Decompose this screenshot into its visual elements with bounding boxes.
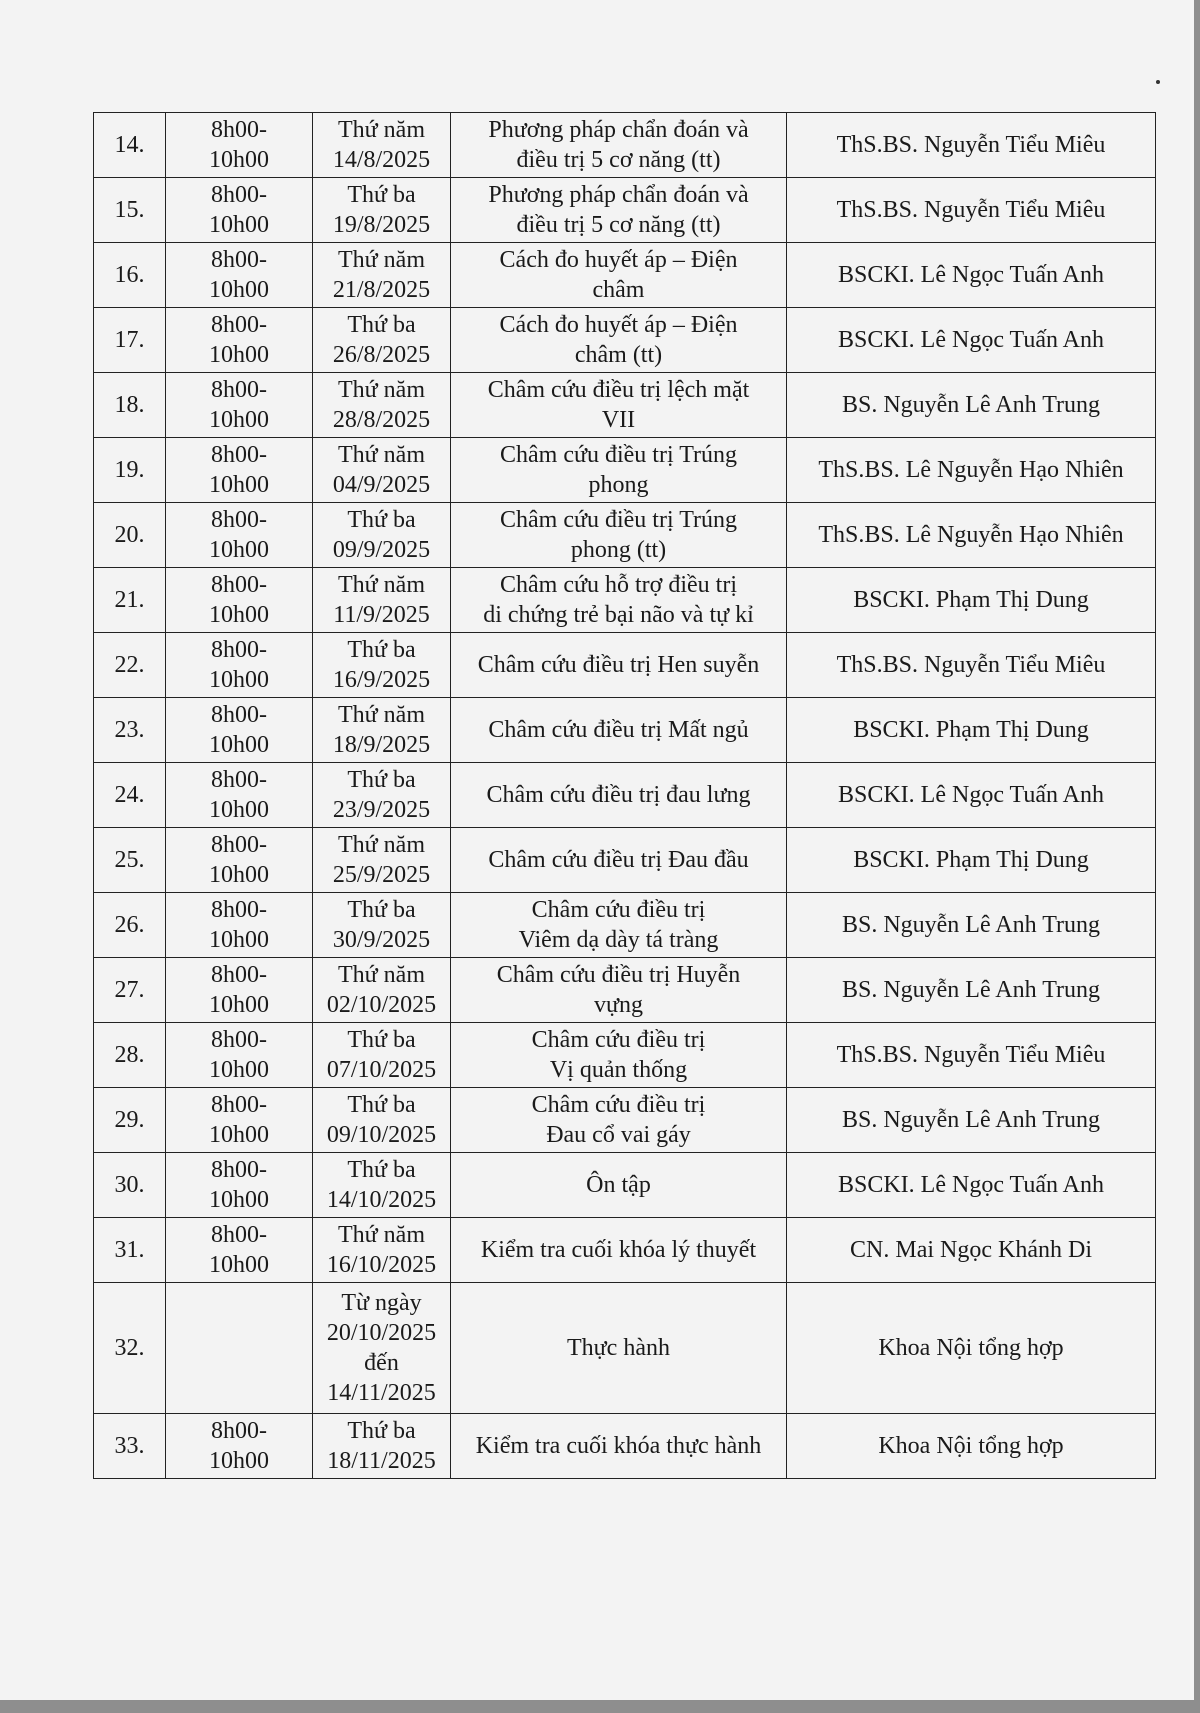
table-row xyxy=(94,113,1156,178)
time-cell xyxy=(166,568,313,633)
table-row xyxy=(94,828,1156,893)
lecturer-cell: BSCKI. Phạm Thị Dung xyxy=(787,828,1156,893)
date-cell-line: 14/11/2025 xyxy=(327,1380,436,1406)
date-cell-line: Thứ năm xyxy=(338,702,425,728)
date-cell-line: 16/9/2025 xyxy=(332,667,431,693)
topic-cell-line: phong xyxy=(588,472,649,498)
table-row xyxy=(94,1283,1156,1414)
date-cell-line: Thứ ba xyxy=(347,1157,416,1183)
time-cell-line: 8h00- xyxy=(211,312,267,338)
lecturer-cell: BSCKI. Lê Ngọc Tuấn Anh xyxy=(787,308,1156,373)
topic-cell-line: Ôn tập xyxy=(586,1172,651,1198)
table-row xyxy=(94,1414,1156,1479)
lecturer-cell: Khoa Nội tổng hợp xyxy=(787,1283,1156,1414)
time-cell-line: 10h00 xyxy=(209,1187,269,1213)
date-cell xyxy=(313,763,451,828)
topic-cell xyxy=(451,178,787,243)
topic-cell-line: điều trị 5 cơ năng (tt) xyxy=(516,212,721,238)
topic-cell-line: Châm cứu điều trị lệch mặt xyxy=(487,377,750,403)
time-cell-line: 8h00- xyxy=(211,507,267,533)
row-number: 18. xyxy=(94,373,166,438)
table-row xyxy=(94,438,1156,503)
date-cell xyxy=(313,373,451,438)
topic-cell-line: vựng xyxy=(593,992,643,1018)
table-row xyxy=(94,308,1156,373)
date-cell-line: 02/10/2025 xyxy=(326,992,437,1018)
table-row xyxy=(94,1153,1156,1218)
topic-cell-line: Viêm dạ dày tá tràng xyxy=(518,927,719,953)
time-cell xyxy=(166,828,313,893)
time-cell-line: 8h00- xyxy=(211,377,267,403)
time-cell xyxy=(166,958,313,1023)
time-cell-line: 8h00- xyxy=(211,637,267,663)
date-cell xyxy=(313,828,451,893)
topic-cell xyxy=(451,1088,787,1153)
topic-cell-line: Châm cứu điều trị xyxy=(531,897,706,923)
lecturer-cell: BSCKI. Lê Ngọc Tuấn Anh xyxy=(787,1153,1156,1218)
time-cell-line: 10h00 xyxy=(209,212,269,238)
scan-dot xyxy=(1156,80,1160,84)
date-cell-line: 20/10/2025 xyxy=(326,1320,437,1346)
topic-cell xyxy=(451,958,787,1023)
time-cell-line: 8h00- xyxy=(211,1092,267,1118)
table-row xyxy=(94,1023,1156,1088)
topic-cell-line: Châm cứu điều trị xyxy=(531,1092,706,1118)
date-cell-line: 14/10/2025 xyxy=(326,1187,437,1213)
lecturer-cell: ThS.BS. Nguyễn Tiểu Miêu xyxy=(787,633,1156,698)
date-cell xyxy=(313,1414,451,1479)
topic-cell-line: Châm cứu điều trị Đau đầu xyxy=(488,847,749,873)
date-cell-line: 04/9/2025 xyxy=(332,472,431,498)
lecturer-cell: ThS.BS. Lê Nguyễn Hạo Nhiên xyxy=(787,503,1156,568)
time-cell-line: 8h00- xyxy=(211,1157,267,1183)
table-row xyxy=(94,243,1156,308)
date-cell-line: 18/11/2025 xyxy=(327,1448,436,1474)
row-number: 25. xyxy=(94,828,166,893)
row-number: 21. xyxy=(94,568,166,633)
topic-cell-line: Phương pháp chẩn đoán và xyxy=(488,182,749,208)
topic-cell-line: Cách đo huyết áp – Điện xyxy=(499,247,738,273)
lecturer-cell: BSCKI. Lê Ngọc Tuấn Anh xyxy=(787,243,1156,308)
row-number: 16. xyxy=(94,243,166,308)
row-number: 23. xyxy=(94,698,166,763)
time-cell xyxy=(166,308,313,373)
row-number: 29. xyxy=(94,1088,166,1153)
table-row xyxy=(94,633,1156,698)
table-row xyxy=(94,763,1156,828)
row-number: 32. xyxy=(94,1283,166,1414)
time-cell-line: 10h00 xyxy=(209,667,269,693)
topic-cell xyxy=(451,763,787,828)
topic-cell-line: VII xyxy=(601,407,636,433)
date-cell-line: Thứ ba xyxy=(347,1418,416,1444)
time-cell-line: 8h00- xyxy=(211,117,267,143)
time-cell xyxy=(166,1153,313,1218)
time-cell-line: 10h00 xyxy=(209,277,269,303)
row-number: 15. xyxy=(94,178,166,243)
date-cell-line: Thứ năm xyxy=(338,247,425,273)
time-cell xyxy=(166,503,313,568)
table-row xyxy=(94,893,1156,958)
topic-cell xyxy=(451,243,787,308)
date-cell-line: Thứ năm xyxy=(338,377,425,403)
topic-cell-line: phong (tt) xyxy=(570,537,667,563)
topic-cell-line: Châm cứu điều trị đau lưng xyxy=(486,782,751,808)
topic-cell-line: Châm cứu hỗ trợ điều trị xyxy=(500,572,737,598)
time-cell-line: 8h00- xyxy=(211,1222,267,1248)
row-number: 26. xyxy=(94,893,166,958)
date-cell xyxy=(313,1023,451,1088)
time-cell-line: 8h00- xyxy=(211,442,267,468)
topic-cell xyxy=(451,828,787,893)
date-cell-line: 07/10/2025 xyxy=(326,1057,437,1083)
lecturer-cell: ThS.BS. Nguyễn Tiểu Miêu xyxy=(787,113,1156,178)
table-row xyxy=(94,698,1156,763)
time-cell-line: 10h00 xyxy=(209,537,269,563)
date-cell-line: 30/9/2025 xyxy=(332,927,431,953)
lecturer-cell: BS. Nguyễn Lê Anh Trung xyxy=(787,893,1156,958)
date-cell-line: 09/9/2025 xyxy=(332,537,431,563)
lecturer-cell: BSCKI. Phạm Thị Dung xyxy=(787,568,1156,633)
date-cell-line: 09/10/2025 xyxy=(326,1122,437,1148)
time-cell-line: 10h00 xyxy=(209,1448,269,1474)
time-cell-line: 10h00 xyxy=(209,862,269,888)
date-cell xyxy=(313,243,451,308)
topic-cell xyxy=(451,893,787,958)
date-cell-line: 14/8/2025 xyxy=(332,147,431,173)
row-number: 33. xyxy=(94,1414,166,1479)
lecturer-cell: ThS.BS. Lê Nguyễn Hạo Nhiên xyxy=(787,438,1156,503)
date-cell-line: Thứ ba xyxy=(347,312,416,338)
topic-cell xyxy=(451,113,787,178)
date-cell-line: Thứ ba xyxy=(347,897,416,923)
lecturer-cell: ThS.BS. Nguyễn Tiểu Miêu xyxy=(787,1023,1156,1088)
time-cell-line: 8h00- xyxy=(211,897,267,923)
topic-cell xyxy=(451,373,787,438)
time-cell xyxy=(166,243,313,308)
table-row xyxy=(94,178,1156,243)
date-cell xyxy=(313,1153,451,1218)
time-cell xyxy=(166,1414,313,1479)
date-cell xyxy=(313,893,451,958)
date-cell xyxy=(313,1283,451,1414)
date-cell-line: Thứ ba xyxy=(347,1027,416,1053)
row-number: 14. xyxy=(94,113,166,178)
lecturer-cell: BS. Nguyễn Lê Anh Trung xyxy=(787,1088,1156,1153)
topic-cell-line: Cách đo huyết áp – Điện xyxy=(499,312,738,338)
topic-cell xyxy=(451,503,787,568)
topic-cell-line: Vị quản thống xyxy=(549,1057,688,1083)
time-cell-line: 10h00 xyxy=(209,472,269,498)
lecturer-cell: CN. Mai Ngọc Khánh Di xyxy=(787,1218,1156,1283)
topic-cell xyxy=(451,568,787,633)
table-row xyxy=(94,1088,1156,1153)
topic-cell xyxy=(451,1414,787,1479)
time-cell-line: 10h00 xyxy=(209,407,269,433)
time-cell xyxy=(166,1088,313,1153)
time-cell xyxy=(166,698,313,763)
time-cell-line: 8h00- xyxy=(211,832,267,858)
time-cell xyxy=(166,373,313,438)
time-cell-line: 10h00 xyxy=(209,1057,269,1083)
date-cell-line: 25/9/2025 xyxy=(332,862,431,888)
date-cell-line: Thứ ba xyxy=(347,1092,416,1118)
topic-cell-line: Kiểm tra cuối khóa lý thuyết xyxy=(480,1237,757,1263)
lecturer-cell: Khoa Nội tổng hợp xyxy=(787,1414,1156,1479)
table-row xyxy=(94,958,1156,1023)
time-cell-line: 10h00 xyxy=(209,732,269,758)
row-number: 28. xyxy=(94,1023,166,1088)
time-cell-line: 8h00- xyxy=(211,247,267,273)
date-cell-line: 28/8/2025 xyxy=(332,407,431,433)
topic-cell xyxy=(451,308,787,373)
time-cell-line: 8h00- xyxy=(211,572,267,598)
date-cell xyxy=(313,568,451,633)
lecturer-cell: BS. Nguyễn Lê Anh Trung xyxy=(787,373,1156,438)
time-cell-line: 8h00- xyxy=(211,182,267,208)
date-cell-line: Từ ngày xyxy=(341,1290,422,1316)
topic-cell-line: Phương pháp chẩn đoán và xyxy=(488,117,749,143)
time-cell-line: 10h00 xyxy=(209,602,269,628)
date-cell xyxy=(313,308,451,373)
topic-cell xyxy=(451,698,787,763)
time-cell xyxy=(166,1283,313,1414)
topic-cell-line: Đau cổ vai gáy xyxy=(546,1122,691,1148)
date-cell-line: Thứ năm xyxy=(338,117,425,143)
time-cell-line: 8h00- xyxy=(211,702,267,728)
time-cell-line: 10h00 xyxy=(209,147,269,173)
date-cell-line: 26/8/2025 xyxy=(332,342,431,368)
topic-cell-line: Châm cứu điều trị Trúng xyxy=(499,442,737,468)
time-cell xyxy=(166,1023,313,1088)
time-cell-line: 8h00- xyxy=(211,767,267,793)
topic-cell-line: châm xyxy=(592,277,645,303)
date-cell-line: Thứ ba xyxy=(347,637,416,663)
schedule-body xyxy=(94,113,1156,1479)
date-cell xyxy=(313,1218,451,1283)
date-cell-line: 16/10/2025 xyxy=(326,1252,437,1278)
row-number: 31. xyxy=(94,1218,166,1283)
lecturer-cell: BSCKI. Phạm Thị Dung xyxy=(787,698,1156,763)
time-cell-line: 10h00 xyxy=(209,927,269,953)
topic-cell-line: Châm cứu điều trị Trúng xyxy=(499,507,737,533)
row-number: 17. xyxy=(94,308,166,373)
time-cell xyxy=(166,178,313,243)
topic-cell-line: Châm cứu điều trị Huyễn xyxy=(496,962,741,988)
date-cell-line: 19/8/2025 xyxy=(332,212,431,238)
time-cell xyxy=(166,1218,313,1283)
topic-cell xyxy=(451,1283,787,1414)
topic-cell-line: Châm cứu điều trị Hen suyễn xyxy=(477,652,760,678)
topic-cell-line: điều trị 5 cơ năng (tt) xyxy=(516,147,721,173)
date-cell-line: Thứ năm xyxy=(338,572,425,598)
date-cell-line: 21/8/2025 xyxy=(332,277,431,303)
topic-cell xyxy=(451,1153,787,1218)
date-cell xyxy=(313,438,451,503)
lecturer-cell: BSCKI. Lê Ngọc Tuấn Anh xyxy=(787,763,1156,828)
time-cell-line: 8h00- xyxy=(211,962,267,988)
time-cell-line: 10h00 xyxy=(209,797,269,823)
time-cell xyxy=(166,763,313,828)
topic-cell-line: Châm cứu điều trị xyxy=(531,1027,706,1053)
date-cell xyxy=(313,633,451,698)
time-cell-line: 10h00 xyxy=(209,992,269,1018)
table-row xyxy=(94,568,1156,633)
table-row xyxy=(94,1218,1156,1283)
date-cell-line: Thứ năm xyxy=(338,442,425,468)
date-cell xyxy=(313,113,451,178)
time-cell xyxy=(166,893,313,958)
lecturer-cell: BS. Nguyễn Lê Anh Trung xyxy=(787,958,1156,1023)
time-cell xyxy=(166,113,313,178)
topic-cell xyxy=(451,1218,787,1283)
topic-cell xyxy=(451,1023,787,1088)
date-cell-line: đến xyxy=(364,1350,399,1376)
date-cell-line: 23/9/2025 xyxy=(332,797,431,823)
topic-cell-line: châm (tt) xyxy=(574,342,663,368)
date-cell-line: Thứ ba xyxy=(347,767,416,793)
date-cell xyxy=(313,698,451,763)
time-cell-line: 8h00- xyxy=(211,1418,267,1444)
date-cell xyxy=(313,958,451,1023)
topic-cell-line: Thực hành xyxy=(567,1335,670,1361)
row-number: 30. xyxy=(94,1153,166,1218)
time-cell-line: 10h00 xyxy=(209,1122,269,1148)
time-cell-line: 10h00 xyxy=(209,342,269,368)
topic-cell xyxy=(451,438,787,503)
row-number: 19. xyxy=(94,438,166,503)
date-cell-line: Thứ năm xyxy=(338,1222,425,1248)
lecturer-cell: ThS.BS. Nguyễn Tiểu Miêu xyxy=(787,178,1156,243)
date-cell-line: 18/9/2025 xyxy=(332,732,431,758)
topic-cell-line: Kiểm tra cuối khóa thực hành xyxy=(475,1433,762,1459)
date-cell-line: 11/9/2025 xyxy=(333,602,430,628)
date-cell-line: Thứ năm xyxy=(338,962,425,988)
time-cell xyxy=(166,438,313,503)
row-number: 20. xyxy=(94,503,166,568)
schedule-table xyxy=(93,112,1156,1479)
table-row xyxy=(94,503,1156,568)
topic-cell xyxy=(451,633,787,698)
date-cell-line: Thứ năm xyxy=(338,832,425,858)
date-cell-line: Thứ ba xyxy=(347,507,416,533)
table-row xyxy=(94,373,1156,438)
row-number: 22. xyxy=(94,633,166,698)
time-cell-line: 10h00 xyxy=(209,1252,269,1278)
time-cell-line: 8h00- xyxy=(211,1027,267,1053)
time-cell xyxy=(166,633,313,698)
date-cell xyxy=(313,178,451,243)
date-cell xyxy=(313,503,451,568)
date-cell xyxy=(313,1088,451,1153)
topic-cell-line: di chứng trẻ bại não và tự kỉ xyxy=(483,602,754,628)
date-cell-line: Thứ ba xyxy=(347,182,416,208)
topic-cell-line: Châm cứu điều trị Mất ngủ xyxy=(488,717,749,743)
row-number: 24. xyxy=(94,763,166,828)
row-number: 27. xyxy=(94,958,166,1023)
